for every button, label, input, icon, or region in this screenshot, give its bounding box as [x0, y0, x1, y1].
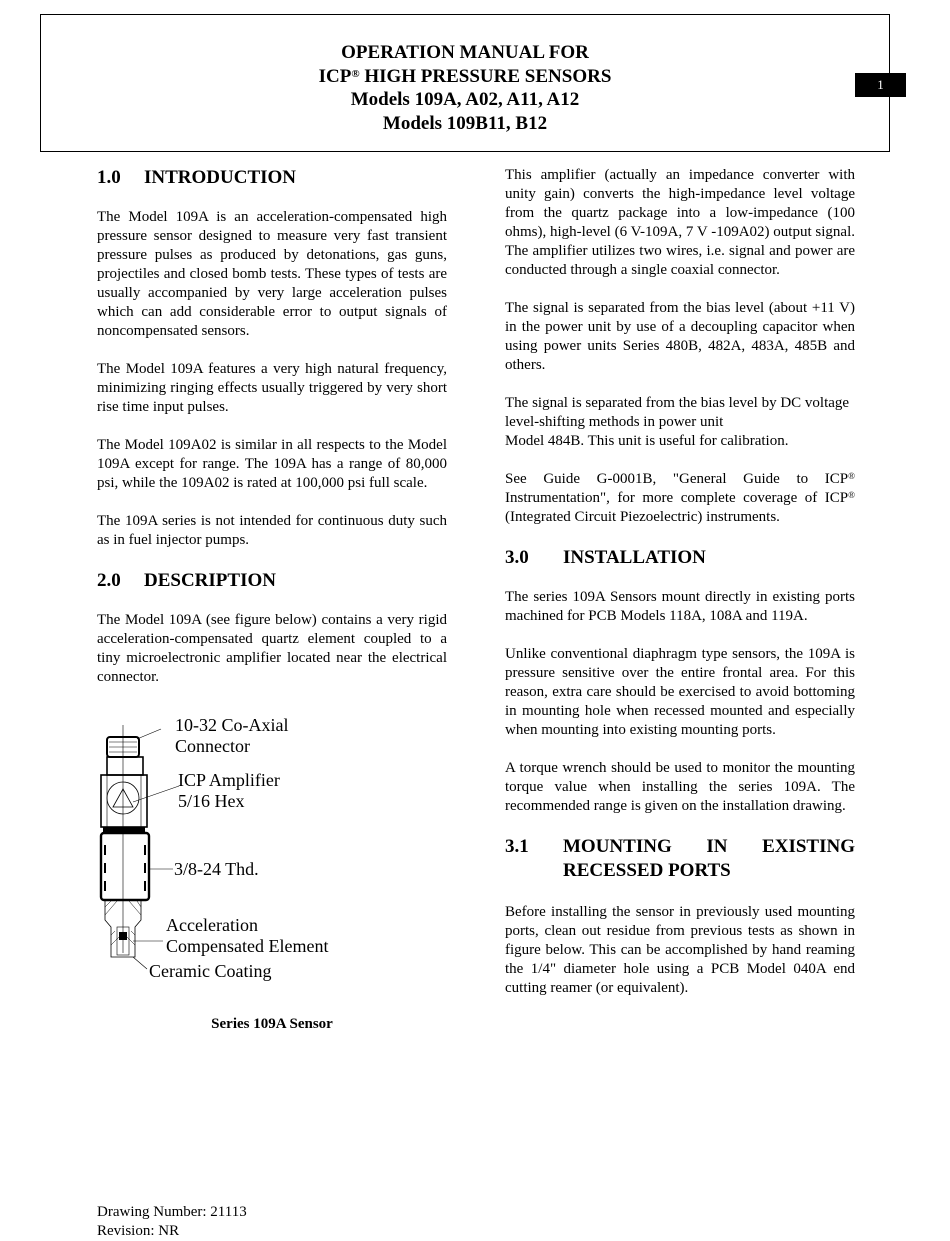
- section-title: DESCRIPTION: [144, 570, 276, 591]
- section-heading-mounting: [505, 835, 855, 883]
- section-title: MOUNTING IN EXISTING RECESSED PORTS: [563, 836, 855, 881]
- level-shift-text: The signal is separated from the bias level by DC voltage level-shifting methods in power unit: [505, 395, 850, 430]
- footer: [97, 1203, 247, 1241]
- label-acceleration: [166, 915, 328, 957]
- section-heading-installation: [505, 546, 855, 570]
- section-heading-introduction: [97, 166, 447, 190]
- section-title: INSTALLATION: [563, 547, 706, 568]
- intro-paragraph-4: The 109A series is not intended for continuous duty such as in fuel injector pumps.: [97, 513, 447, 548]
- mounting-paragraph: Before installing the sensor in previously used mounting ports, clean out residue from previous tests as shown in figure below. This can be accomplished by hand reaming the 1/4" diameter hole using a PCB Model 040A end cutting reamer (or equivalent).: [505, 904, 855, 996]
- guide-text-3: (Integrated Circuit Piezoelectric) instruments.: [505, 509, 780, 525]
- registered-mark: ®: [848, 471, 855, 481]
- bias-paragraph: The signal is separated from the bias level (about +11 V) in the power unit by use of a decoupling capacitor when using power units Series 480B, 482A, 483A, 485B and others.: [505, 300, 855, 373]
- section-number: 3.0: [505, 547, 529, 568]
- header-high-pressure: HIGH PRESSURE SENSORS: [359, 65, 612, 87]
- header-line-2: [41, 65, 889, 89]
- section-number: 3.1: [505, 836, 529, 857]
- intro-paragraph-3: The Model 109A02 is similar in all respects to the Model 109A except for range. The 109A has a range of 80,000 psi, while the 109A02 is rated at 100,000 psi full scale.: [97, 437, 447, 491]
- label-amplifier-line-2: 5/16 Hex: [178, 791, 245, 811]
- label-connector: [175, 715, 288, 757]
- intro-paragraph-1: The Model 109A is an acceleration-compensated high pressure sensor designed to measure very fast transient pressure pulses as produced by detonations, gas guns, projectiles and closed bomb tests. These types of tests are usually accompanied by very large acceleration pulses which can add considerable error to output signals of noncompensated sensors.: [97, 209, 447, 339]
- registered-mark: ®: [848, 490, 855, 500]
- guide-text-1: See Guide G-0001B, "General Guide to ICP: [505, 471, 849, 487]
- amplifier-paragraph: This amplifier (actually an impedance converter with unity gain) converts the high-impedance level voltage from the quartz package into a low-impedance (100 ohms), high-level (6 V-109A, 7 V -109A02) output signal. The amplifier utilizes two wires, i.e. signal and power are conducted through a single coaxial connector.: [505, 167, 855, 278]
- label-connector-line-2: Connector: [175, 736, 250, 756]
- guide-text-2: Instrumentation", for more complete coverage of ICP: [505, 490, 849, 506]
- header-icp: ICP: [318, 65, 352, 87]
- label-thread: 3/8-24 Thd.: [174, 859, 259, 879]
- document-header: [40, 14, 890, 152]
- description-paragraph: The Model 109A (see figure below) contains a very rigid acceleration-compensated quartz element coupled to a tiny microelectronic amplifier located near the electrical connector.: [97, 612, 447, 685]
- installation-paragraph-3: A torque wrench should be used to monitor the mounting torque value when installing the series 109A. The recommended range is given on the installation drawing.: [505, 760, 855, 814]
- registered-mark: ®: [351, 67, 360, 80]
- section-number: 1.0: [97, 167, 121, 188]
- drawing-number: Drawing Number: 21113: [97, 1204, 247, 1220]
- sensor-figure: [97, 695, 447, 981]
- label-ceramic: Ceramic Coating: [149, 961, 272, 981]
- label-connector-line-1: 10-32 Co-Axial: [175, 715, 289, 735]
- label-amplifier: [178, 770, 280, 812]
- right-column: [505, 166, 855, 1017]
- header-line-3: Models 109A, A02, A11, A12: [350, 89, 580, 110]
- revision: Revision: NR: [97, 1223, 180, 1239]
- figure-caption: Series 109A Sensor: [211, 1016, 333, 1032]
- section-heading-description: [97, 569, 447, 593]
- header-line-4: Models 109B11, B12: [382, 112, 548, 134]
- level-shift-model: Model 484B. This unit is useful for calibration.: [505, 433, 789, 449]
- section-title: INTRODUCTION: [144, 167, 297, 188]
- label-acceleration-line-1: Acceleration: [166, 915, 258, 935]
- header-line-1: OPERATION MANUAL FOR: [341, 42, 589, 63]
- intro-paragraph-2: The Model 109A features a very high natural frequency, minimizing ringing effects usually triggered by very short rise time input pulses.: [97, 361, 447, 415]
- level-shift-paragraph: [505, 394, 855, 451]
- guide-paragraph: [505, 470, 855, 527]
- installation-paragraph-1: The series 109A Sensors mount directly in existing ports machined for PCB Models 118A, 108A and 119A.: [505, 589, 855, 624]
- installation-paragraph-2: Unlike conventional diaphragm type sensors, the 109A is pressure sensitive over the entire frontal area. For this reason, extra care should be exercised to avoid bottoming in mounting hole when recessed mounted and especially when mounting into existing mounting ports.: [505, 646, 855, 738]
- label-amplifier-line-1: ICP Amplifier: [178, 770, 280, 790]
- page-number-tab: 1: [855, 73, 906, 97]
- left-column: [97, 166, 447, 981]
- label-acceleration-line-2: Compensated Element: [166, 936, 329, 956]
- section-number: 2.0: [97, 570, 121, 591]
